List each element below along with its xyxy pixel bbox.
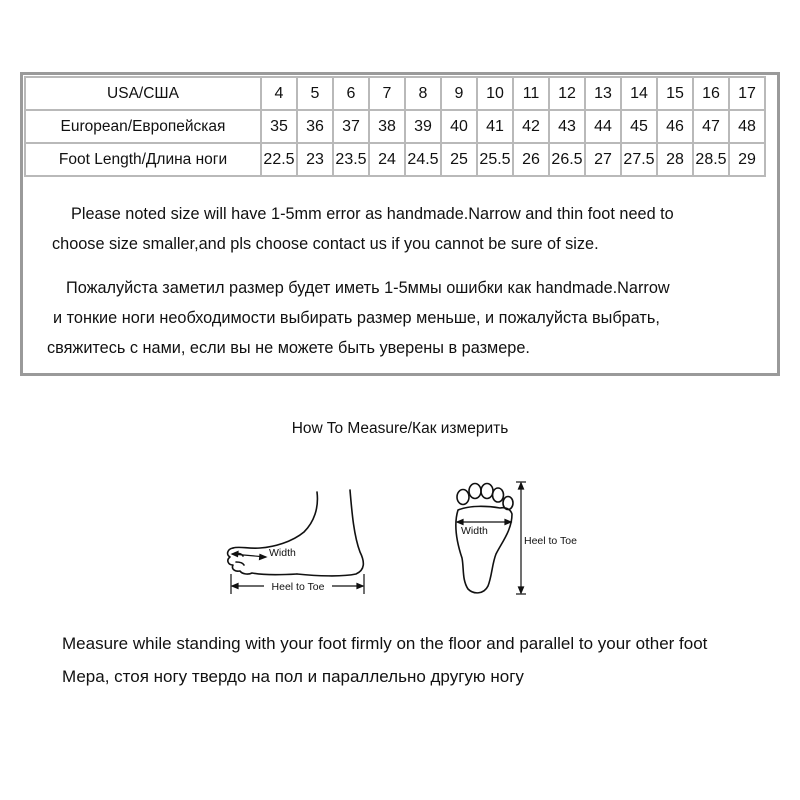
- size-row: [25, 77, 765, 110]
- note-en-line-1: Please noted size will have 1-5mm error as handmade.Narrow and thin foot need to: [71, 205, 674, 223]
- side-heel-to-toe-label: Heel to Toe: [271, 581, 325, 593]
- note-en-line-2: choose size smaller,and pls choose contact us if you cannot be sure of size.: [52, 235, 599, 253]
- size-cell: 39: [405, 110, 441, 143]
- size-cell: 11: [513, 77, 549, 110]
- size-cell: 24.5: [405, 143, 441, 176]
- size-row: [25, 110, 765, 143]
- size-cell: 43: [549, 110, 585, 143]
- sole-width-label: Width: [461, 525, 488, 537]
- instruction-english: Measure while standing with your foot firmly on the floor and parallel to your other foot: [62, 634, 708, 653]
- instruction-russian: Мера, стоя ногу твердо на пол и параллельно другую ногу: [62, 667, 524, 686]
- size-cell: 22.5: [261, 143, 297, 176]
- size-cell: 28.5: [693, 143, 729, 176]
- size-cell: 38: [369, 110, 405, 143]
- size-cell: 41: [477, 110, 513, 143]
- size-cell: 37: [333, 110, 369, 143]
- size-cell: 10: [477, 77, 513, 110]
- size-cell: 7: [369, 77, 405, 110]
- size-cell: 15: [657, 77, 693, 110]
- side-width-label: Width: [269, 547, 296, 559]
- size-cell: 14: [621, 77, 657, 110]
- note-ru-line-3: свяжитесь с нами, если вы не можете быть уверены в размере.: [47, 339, 530, 357]
- size-cell: 25: [441, 143, 477, 176]
- size-cell: 6: [333, 77, 369, 110]
- size-cell: 23: [297, 143, 333, 176]
- size-cell: 45: [621, 110, 657, 143]
- size-cell: 44: [585, 110, 621, 143]
- size-cell: 40: [441, 110, 477, 143]
- size-cell: 47: [693, 110, 729, 143]
- size-cell: 36: [297, 110, 333, 143]
- size-cell: 23.5: [333, 143, 369, 176]
- size-cell: 12: [549, 77, 585, 110]
- size-row: [25, 143, 765, 176]
- size-cell: 24: [369, 143, 405, 176]
- size-cell: 29: [729, 143, 765, 176]
- size-cell: 27.5: [621, 143, 657, 176]
- size-cell: 27: [585, 143, 621, 176]
- how-to-measure-title: How To Measure/Как измерить: [291, 420, 509, 437]
- size-row-label: Foot Length/Длина ноги: [25, 143, 261, 176]
- size-row-label: European/Европейская: [25, 110, 261, 143]
- size-cell: 25.5: [477, 143, 513, 176]
- size-cell: 26: [513, 143, 549, 176]
- size-cell: 17: [729, 77, 765, 110]
- size-cell: 42: [513, 110, 549, 143]
- note-ru-line-2: и тонкие ноги необходимости выбирать размер меньше, и пожалуйста выбрать,: [53, 309, 660, 327]
- size-cell: 8: [405, 77, 441, 110]
- size-cell: 5: [297, 77, 333, 110]
- size-cell: 13: [585, 77, 621, 110]
- size-cell: 9: [441, 77, 477, 110]
- sole-heel-to-toe-label: Heel to Toe: [524, 535, 577, 547]
- size-cell: 28: [657, 143, 693, 176]
- size-row-label: USA/США: [25, 77, 261, 110]
- note-english: [23, 199, 777, 259]
- size-cell: 35: [261, 110, 297, 143]
- foot-sole-view-icon: [430, 478, 595, 598]
- size-cell: 16: [693, 77, 729, 110]
- size-chart-box: [20, 72, 780, 376]
- size-cell: 48: [729, 110, 765, 143]
- note-russian: [23, 273, 777, 363]
- note-ru-line-1: Пожалуйста заметил размер будет иметь 1-5ммы ошибки как handmade.Narrow: [66, 279, 670, 297]
- size-cell: 4: [261, 77, 297, 110]
- size-cell: 46: [657, 110, 693, 143]
- foot-side-view-icon: [222, 484, 372, 602]
- size-cell: 26.5: [549, 143, 585, 176]
- size-table: [24, 76, 766, 177]
